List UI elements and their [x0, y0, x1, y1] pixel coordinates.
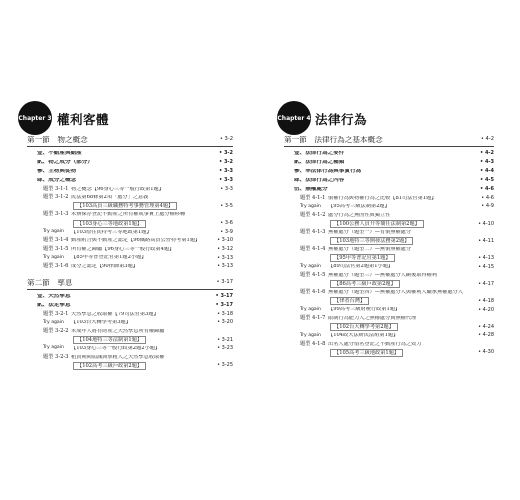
toc-entry — [284, 332, 494, 341]
page-number: • 4-17 — [478, 280, 494, 287]
page-number: • 4-18 — [478, 297, 494, 304]
entry-label: 題型 3-1-4 — [43, 237, 69, 244]
entry-label: 題型 3-1-2 — [43, 194, 69, 201]
page-number: • 4-9 — [481, 203, 494, 210]
toc-entry — [284, 280, 494, 289]
entry-text: 【95高考三級法制第2題】 — [328, 204, 390, 210]
table-of-contents — [27, 133, 233, 370]
toc-entry — [284, 194, 494, 203]
page-number: • 3-5 — [220, 202, 233, 209]
toc-entry — [27, 344, 233, 353]
entry-text: 參、準法律行為與事實行為 — [294, 168, 362, 174]
toc-entry — [27, 185, 233, 194]
entry-text: 壹、法律行為之要件 — [294, 150, 345, 156]
chapter-badge: Chapter 3 — [18, 101, 52, 135]
entry-text: 第二節 孳息 — [27, 278, 73, 287]
page-number: • 4-2 — [480, 135, 494, 142]
entry-text: 【95甲等普記官第1題】 — [330, 254, 395, 262]
entry-text: 【103身心三等地政第1題】 — [73, 220, 146, 228]
entry-text: 【86高考三級戶政第2題】 — [330, 280, 400, 288]
toc-entry — [27, 310, 233, 319]
entry-label: 題型 3-1-1 — [43, 185, 69, 192]
entry-text: 肆、成分之概念 — [37, 177, 77, 183]
page-number: • 3-2 — [219, 135, 233, 142]
toc-entry — [27, 319, 233, 328]
entry-text: 【104政大法研民法組第1題】 — [328, 333, 399, 339]
toc-entry — [284, 306, 494, 315]
page-number: • 3-17 — [215, 301, 233, 308]
toc-entry — [27, 362, 233, 371]
page-number: • 3-17 — [215, 292, 233, 299]
page-number: • 3-2 — [219, 159, 233, 165]
page-number: • 4-13 — [478, 254, 494, 261]
entry-text: 租賃期間屆滿與承租人之天然孳息收取權 — [71, 354, 165, 360]
page-number: • 4-11 — [478, 237, 494, 244]
entry-text: 【105高考三級地政第1題】 — [330, 349, 403, 357]
entry-text: 債權行為與物權行為之比較【81司法官第1題】 — [328, 195, 437, 201]
toc-heading — [27, 167, 233, 176]
entry-text: 【103台大轉學考第3題】 — [71, 320, 131, 326]
page-number: • 3-10 — [217, 237, 233, 244]
toc-heading — [284, 176, 494, 185]
page-number: • 3-3 — [219, 168, 233, 174]
entry-label: Try again — [300, 263, 321, 269]
entry-text: 民法第68條第2項「處分」之意義 — [71, 195, 149, 201]
page-number: • 3-23 — [217, 345, 233, 352]
page-number: • 4-2 — [480, 150, 494, 156]
entry-text: 未辦保存登記不動產之所有權或事實上處分權移轉 — [71, 212, 186, 218]
entry-label: Try again — [300, 203, 321, 209]
toc-heading — [27, 292, 233, 301]
page-number: • 4-5 — [480, 177, 494, 183]
entry-text: 天然孳息之收取權【79司法官第3題】 — [71, 311, 159, 317]
entry-text: 成分之認定【90律師第3題】 — [71, 264, 138, 270]
entry-label: 題型 4-1-3 — [300, 229, 326, 236]
page-number: • 3-21 — [217, 336, 233, 343]
entry-text: 【99高考三級財稅行政第1題】 — [328, 307, 401, 313]
toc-heading — [27, 301, 233, 310]
page-number: • 3-13 — [217, 254, 233, 261]
toc-entry — [27, 211, 233, 220]
toc-entry — [27, 228, 233, 237]
toc-section — [27, 276, 233, 290]
entry-label: 題型 4-1-4 — [300, 246, 326, 253]
entry-text: 未成年人將有財產之天然孳息所有權歸屬 — [71, 328, 165, 334]
entry-text: 無權處分（題型二）—無償無權處分 — [328, 247, 412, 253]
entry-text: 壹、天然孳息 — [37, 293, 71, 299]
page-number: • 3-3 — [220, 185, 233, 192]
entry-text: 貳、法律行為之種類 — [294, 159, 345, 165]
toc-entry — [284, 203, 494, 212]
entry-text: 【律者台灣】 — [330, 297, 369, 305]
entry-text: 【100公務人員升等簡任法制第2題】 — [330, 220, 424, 228]
toc-entry — [284, 211, 494, 220]
page-number: • 3-18 — [217, 310, 233, 317]
entry-text: 肆、法律行為之內容 — [294, 177, 345, 183]
toc-entry — [27, 327, 233, 336]
entry-label: 題型 4-1-1 — [300, 194, 326, 201]
entry-label: Try again — [43, 345, 64, 351]
page-number: • 3-6 — [220, 220, 233, 227]
entry-text: 【103身心三等一般行政第2題2小題】 — [71, 346, 161, 351]
page-number: • 3-3 — [219, 177, 233, 183]
toc-entry — [284, 323, 494, 332]
entry-label: 題型 4-1-8 — [300, 340, 326, 347]
page-number: • 4-4 — [480, 168, 494, 174]
toc-entry — [284, 271, 494, 280]
toc-entry — [284, 314, 494, 323]
page-number: • 3-17 — [216, 278, 233, 285]
toc-entry — [284, 246, 494, 255]
toc-entry — [284, 289, 494, 298]
entry-text: 貳、物之成分（部分） — [37, 159, 93, 165]
toc-entry — [27, 219, 233, 228]
toc-heading — [284, 149, 494, 158]
chapter-title: 權利客體 — [57, 112, 110, 127]
table-of-contents — [284, 133, 494, 357]
toc-entry — [27, 336, 233, 345]
right-page — [260, 0, 520, 500]
toc-entry — [284, 237, 494, 246]
entry-label: 題型 4-1-5 — [300, 272, 326, 279]
page-number: • 4-30 — [478, 349, 494, 356]
entry-label: Try again — [43, 319, 64, 325]
entry-label: 題型 4-1-7 — [300, 315, 326, 321]
page-number: • 4-6 — [480, 186, 494, 192]
entry-text: 所有權之歸屬【96身心三等一般行政第4題】 — [71, 246, 175, 252]
entry-text: 物之概念【96身心三等一般行政第1題】 — [71, 186, 164, 192]
page-number: • 3-13 — [217, 263, 233, 270]
page-number: • 3-25 — [217, 362, 233, 369]
chapter-title: 法律行為 — [315, 112, 368, 127]
entry-label: 題型 3-2-1 — [43, 310, 69, 317]
entry-text: 貳、法定孳息 — [37, 302, 71, 308]
entry-text: 【104地特三等法制第1題】 — [73, 336, 146, 344]
page-number: • 3-9 — [220, 228, 233, 235]
entry-text: 出名人處分借名登記之不動產行為之效力 — [328, 341, 422, 347]
entry-label: 題型 3-2-3 — [43, 353, 69, 360]
entry-text: 動產附合與不動產之認定【96鐵路高員公營特考第1題】 — [71, 238, 201, 244]
entry-text: 【85甲等普登記官第1題2小題】 — [71, 255, 147, 261]
page-number: • 4-15 — [478, 263, 494, 270]
entry-label: Try again — [300, 306, 321, 312]
toc-entry — [27, 262, 233, 271]
entry-text: 【89司法官第2題第1小題】 — [328, 264, 394, 270]
page-number: • 4-3 — [480, 159, 494, 165]
page-number: • 4-20 — [478, 306, 494, 313]
entry-text: 伍、無權處分 — [294, 186, 328, 192]
entry-label: 題型 3-2-2 — [43, 327, 69, 334]
entry-label: 題型 3-1-3 — [43, 211, 69, 218]
page-number: • 4-6 — [481, 194, 494, 201]
entry-label: Try again — [43, 254, 64, 260]
toc-section — [27, 133, 233, 147]
toc-heading — [27, 176, 233, 185]
page-number: • 4-10 — [478, 220, 494, 227]
entry-text: 【103原住民特考三等地政第1題】 — [71, 229, 152, 235]
entry-text: 【103高員三級職務特考事務管理第4題】 — [73, 202, 177, 210]
toc-entry — [284, 220, 494, 229]
entry-label: 題型 3-1-5 — [43, 245, 69, 252]
toc-entry — [27, 245, 233, 254]
entry-label: Try again — [43, 228, 64, 234]
toc-entry — [284, 340, 494, 349]
toc-entry — [284, 228, 494, 237]
entry-text: 第一節 法律行為之基本概念 — [284, 135, 383, 144]
entry-text: 限制行為能力人之無權處分與無權代理 — [328, 316, 417, 321]
entry-label: 題型 4-1-6 — [300, 289, 326, 296]
toc-entry — [27, 254, 233, 263]
toc-heading — [27, 149, 233, 158]
entry-text: 壹、不動產與動產 — [37, 150, 82, 156]
toc-heading — [27, 158, 233, 167]
entry-label: 題型 4-1-2 — [300, 211, 326, 218]
toc-entry — [284, 297, 494, 306]
toc-entry — [284, 349, 494, 358]
entry-text: 無權處分（題型四）—無權處分人與權利人繼承無權處分人 — [328, 290, 463, 296]
entry-label: 題型 3-1-6 — [43, 263, 69, 270]
entry-text: 第一節 物之概念 — [27, 135, 88, 144]
toc-entry — [27, 353, 233, 362]
toc-heading — [284, 167, 494, 176]
toc-heading — [284, 158, 494, 167]
entry-text: 處分行為之無因性與獨立性 — [328, 212, 391, 218]
chapter-badge: Chapter 4 — [277, 101, 311, 135]
page-number: • 3-2 — [219, 150, 233, 156]
toc-heading — [284, 185, 494, 194]
entry-label: Try again — [300, 332, 321, 338]
page-number: • 3-20 — [217, 319, 233, 326]
entry-text: 無權處分（題型三）—無權處分人嗣後取得權利 — [328, 273, 437, 279]
entry-text: 【102台大轉學考第2題】 — [330, 323, 398, 331]
page-number: • 4-24 — [478, 323, 494, 330]
toc-section — [284, 133, 494, 147]
toc-entry — [27, 202, 233, 211]
page-number: • 4-28 — [478, 332, 494, 339]
entry-text: 參、主物與從物 — [37, 168, 77, 174]
toc-entry — [27, 194, 233, 203]
toc-entry — [27, 237, 233, 246]
entry-text: 無權處分（題型一）—有償無權處分 — [328, 230, 412, 236]
toc-entry — [284, 254, 494, 263]
page-number: • 3-12 — [217, 245, 233, 252]
toc-entry — [284, 263, 494, 272]
entry-text: 【103地特三等開發法務第2題】 — [330, 237, 413, 245]
entry-text: 【102高考三級戶政第2題】 — [73, 362, 146, 370]
